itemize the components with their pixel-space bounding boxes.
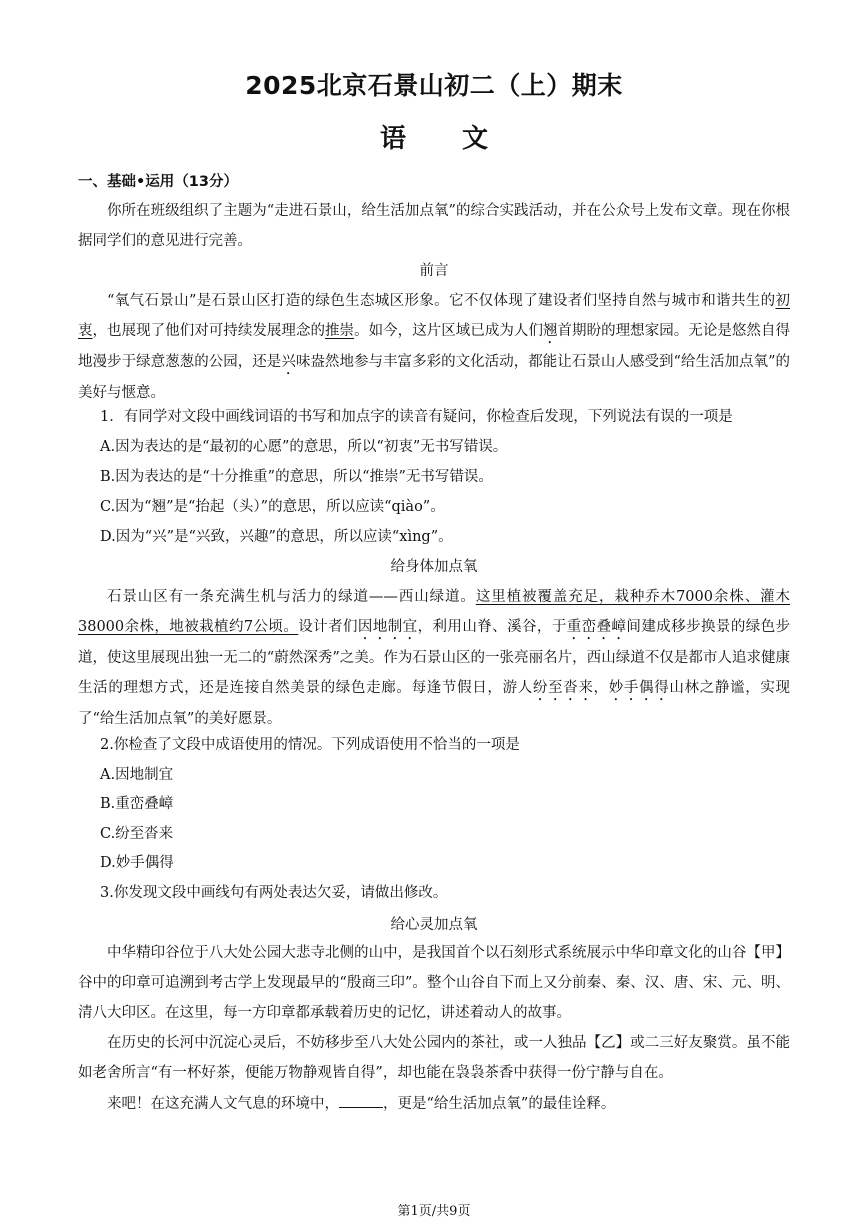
question-2-stem: 2.你检查了文段中成语使用的情况。下列成语使用不恰当的一项是 (100, 737, 520, 753)
text-run: ，更是“给生活加点氧”的最佳诠释。 (383, 1096, 616, 1112)
page-number: 第1页/共9页 (397, 1204, 471, 1219)
question-1-stem: 1．有同学对文段中画线词语的书写和加点字的读音有疑问，你检查后发现，下列说法有误的一项是 (100, 409, 733, 425)
text-run: 间建成移步换景的绿色步道，使这里展现出独一无二的“蔚然深秀”之美。作为石景山区的一张亮丽名片，西山绿道不仅是都市人追求健康生活的理想方式，还是连接自然美景的绿色走廊。每逢节假日，游人 (78, 619, 791, 697)
text-run: 设计者们 (298, 619, 358, 636)
question-1-option-d: D.因为“兴”是“兴致，兴趣”的意思，所以应读“xìng”。 (100, 529, 453, 545)
body-paragraph (78, 582, 790, 735)
question-2-option-c: C.纷至沓来 (100, 826, 174, 842)
text-run: “氧气石景山”是石景山区打造的绿色生态城区形象。它不仅体现了建设者们坚持自然与城市和谐共生的 (107, 293, 776, 309)
text-run: 石景山区有一条充满生机与活力的绿道——西山绿道。 (107, 589, 476, 605)
question-1-option-b: B.因为表达的是“十分推重”的意思，所以“推崇”无书写错误。 (100, 469, 493, 485)
exam-title: 2025北京石景山初二（上）期末 (245, 71, 623, 100)
preface-paragraph (78, 286, 790, 408)
answer-blank (339, 1093, 383, 1108)
section-intro: 你所在班级组织了主题为“走进石景山，给生活加点氧”的综合实践活动，并在公众号上发布文章。现在你根据同学们的意见进行完善。 (78, 203, 790, 250)
dotted-char: 翘 (543, 323, 558, 340)
question-1-option-c: C.因为“翘”是“抬起（头）”的意思，所以应读“qiào”。 (100, 499, 445, 515)
question-2-option-a: A.因地制宜 (100, 767, 174, 783)
underlined-sentence: 这里植被覆盖充足，栽种乔木7000余株、灌木 (475, 589, 790, 605)
question-1-option-a: A.因为表达的是“最初的心愿”的意思，所以“初衷”无书写错误。 (100, 439, 508, 455)
soul-heading: 给心灵加点氧 (390, 917, 478, 933)
body-heading: 给身体加点氧 (390, 559, 478, 575)
preface-heading: 前言 (419, 263, 449, 279)
question-2-option-b: B.重峦叠嶂 (100, 796, 174, 812)
text-run: ，也展现了他们对可持续发展理念的 (92, 323, 326, 340)
section-heading: 一、基础•运用（13分） (78, 174, 238, 190)
subject-title: 语文 (379, 124, 544, 154)
soul-paragraph-1: 中华精印谷位于八大处公园大悲寺北侧的山中，是我国首个以石刻形式系统展示中华印章文化的山谷【甲】谷中的印章可追溯到考古学上发现最早的“殷商三印”。整个山谷自下而上又分前秦、秦、汉、唐、宋、元、明、清八大印区。在这里，每一方印章都承载着历史的记忆，讲述着动人的故事。 (78, 945, 790, 1022)
underlined-word: 初衷 (78, 293, 790, 340)
text-run: ， (593, 680, 609, 697)
dotted-idiom: 纷至沓来 (532, 680, 594, 697)
soul-paragraph-2: 在历史的长河中沉淀心灵后，不妨移步至八大处公园内的茶社，或一人独品【乙】或二三好友聚赏。虽不能如老舍所言“有一杯好茶，便能万物静观皆自得”，却也能在袅袅茶香中获得一份宁静与自在。 (78, 1035, 790, 1082)
text-run: ，利用山脊、溪谷，于 (417, 619, 567, 636)
underlined-word: 推崇 (325, 323, 355, 340)
text-run: 山林之静谧，实现了“给生活加点氧”的美好愿景。 (78, 680, 791, 728)
question-2-option-d: D.妙手偶得 (100, 855, 174, 871)
text-run: 。如今，这片区域已成为人们 (354, 323, 543, 340)
dotted-idiom: 妙手偶得 (608, 680, 670, 697)
text-run: 味盎然地参与丰富多彩的文化活动，都能让石景山人感受到“给生活加点氧”的美好与惬意。 (78, 354, 791, 402)
underlined-sentence: 38000余株，地被栽植约7公顷。 (78, 619, 299, 636)
text-run: 首期盼的理想家园。无论是悠然自得地漫步于绿意葱葱的公园，还是 (78, 323, 790, 371)
soul-paragraph-3 (78, 1089, 790, 1119)
dotted-char: 兴 (281, 354, 296, 371)
question-3-stem: 3.你发现文段中画线句有两处表达欠妥，请做出修改。 (100, 885, 448, 901)
text-run: 来吧！在这充满人文气息的环境中， (107, 1096, 339, 1112)
dotted-idiom: 重峦叠嶂 (566, 619, 627, 636)
dotted-idiom: 因地制宜 (357, 619, 418, 636)
